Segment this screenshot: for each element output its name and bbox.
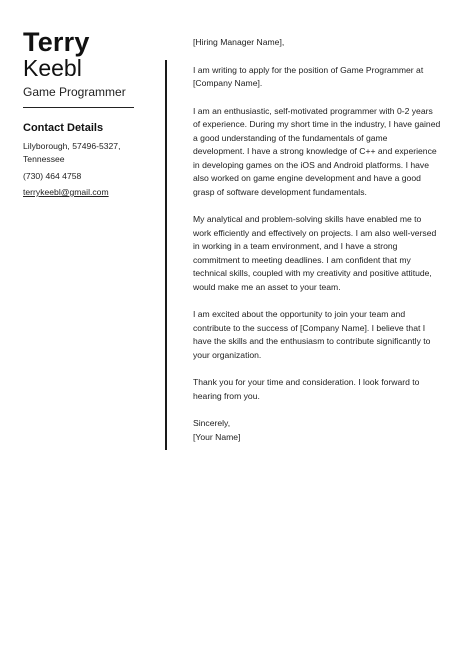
paragraph-intro: I am writing to apply for the position of Game Programmer at [Company Name]. (193, 64, 424, 88)
closing: Sincerely, (193, 418, 231, 428)
header-rule (23, 107, 134, 108)
salutation: [Hiring Manager Name], (193, 37, 285, 47)
contact-email[interactable]: terrykeebl@gmail.com (23, 187, 109, 197)
signature: [Your Name] (193, 431, 241, 442)
paragraph-excitement: I am excited about the opportunity to join your team and contribute to the success of [Company Name]. I believe that I have the skills and the enthusiasm to contribute significantly to your organization. (193, 309, 431, 360)
job-title: Game Programmer (23, 85, 126, 99)
first-name: Terry (23, 27, 90, 57)
contact-address: Lilyborough, 57496-5327, Tennessee (23, 141, 121, 164)
paragraph-skills: My analytical and problem-solving skills have enabled me to work efficiently and effectively on projects. I am also well-versed in working in a team environment, and I have a strong commitment to meeting deadlines. I am confident that my technical skills, coupled with my creativity and positive attitude, would make me an asset to your team. (193, 214, 437, 292)
letter-body (193, 36, 441, 444)
last-name: Keebl (23, 55, 82, 81)
contact-heading: Contact Details (23, 122, 104, 134)
contact-phone: (730) 464 4758 (23, 171, 82, 181)
paragraph-experience: I am an enthusiastic, self-motivated programmer with 0-2 years of experience. During my short time in the industry, I have gained a good understanding of the fundamentals of game development. I have a strong knowledge of C++ and experience in developing games on the iOS and Android platforms. I have also worked on game engine development and have a good grasp of software development fundamentals. (193, 105, 441, 197)
paragraph-thanks: Thank you for your time and consideration. I look forward to hearing from you. (193, 377, 420, 401)
vertical-divider (165, 60, 167, 450)
